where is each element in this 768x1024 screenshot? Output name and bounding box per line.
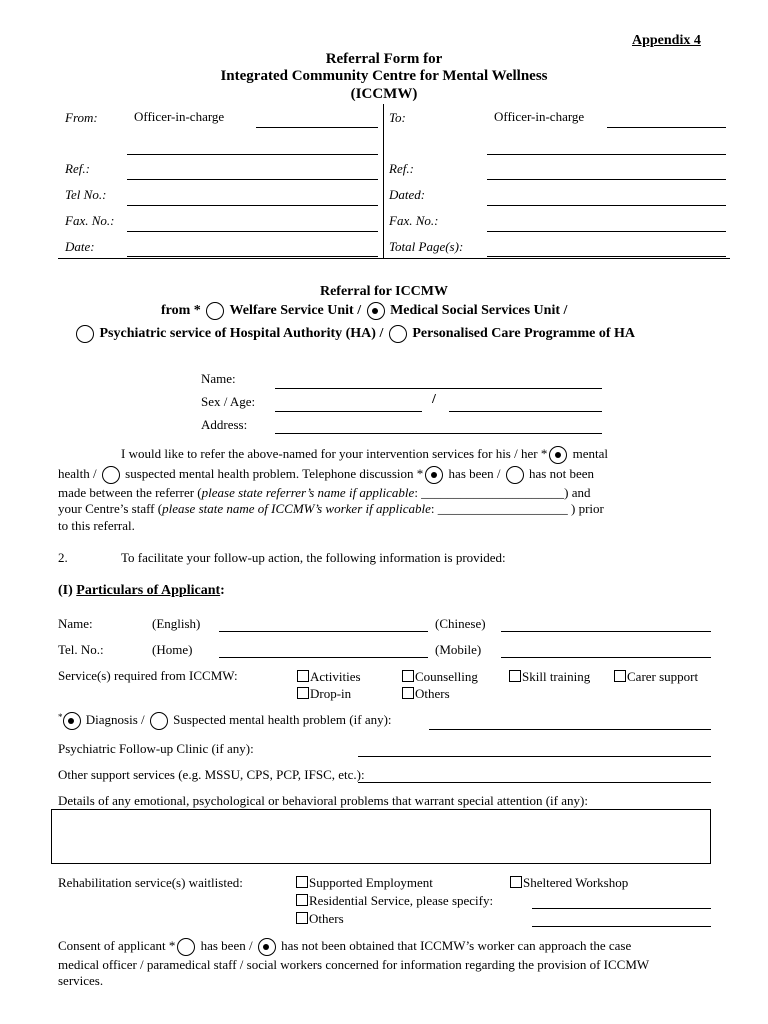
sheltered-checkbox[interactable] — [510, 876, 522, 888]
letter-health: health / — [58, 466, 97, 481]
letter-staff-c[interactable]: : ____________________ ) prior — [430, 501, 604, 516]
letter-referrer-b: please state referrer’s name if applicable — [201, 485, 415, 500]
dated-field[interactable] — [487, 205, 726, 206]
dropin-checkbox[interactable] — [297, 687, 309, 699]
pcp-label: Personalised Care Programme of HA — [412, 326, 635, 342]
mobile-tel-field[interactable] — [501, 657, 711, 658]
routing-divider — [383, 104, 384, 258]
fax-label-right: Fax. No.: — [389, 213, 439, 228]
other-support-field[interactable] — [358, 782, 711, 783]
sheltered-label: Sheltered Workshop — [523, 875, 629, 890]
skill-label: Skill training — [522, 669, 591, 684]
consent-text-a: Consent of applicant * — [58, 938, 176, 953]
date-field[interactable] — [127, 256, 378, 257]
supported-checkbox[interactable] — [296, 876, 308, 888]
appendix-label: Appendix 4 — [632, 33, 701, 48]
form-title-line3: (ICCMW) — [350, 86, 418, 102]
medical-radio[interactable] — [367, 302, 385, 320]
letter-line-1 — [121, 446, 608, 464]
address-field[interactable] — [275, 433, 602, 434]
ref-label-right: Ref.: — [389, 161, 414, 176]
clinic-label: Psychiatric Follow-up Clinic (if any): — [58, 741, 254, 756]
from-blank[interactable] — [256, 127, 378, 128]
rehab-others-field[interactable] — [532, 926, 711, 927]
letter-staff-a: your Centre’s staff ( — [58, 501, 163, 516]
rehab-label: Rehabilitation service(s) waitlisted: — [58, 875, 243, 890]
letter-line-5: to this referral. — [58, 518, 135, 533]
home-tel-field[interactable] — [219, 657, 428, 658]
referral-from-line — [161, 302, 567, 320]
activities-label: Activities — [310, 669, 361, 684]
rehab-others-label: Others — [309, 911, 344, 926]
referral-from-line-2 — [76, 325, 635, 343]
residential-field[interactable] — [532, 908, 711, 909]
services-label: Service(s) required from ICCMW: — [58, 668, 238, 683]
details-label: Details of any emotional, psychological or behavioral problems that warrant special attention (if any): — [58, 793, 588, 808]
counselling-label: Counselling — [415, 669, 478, 684]
date-label: Date: — [65, 239, 95, 254]
from-blank-2[interactable] — [127, 154, 378, 155]
carer-label: Carer support — [627, 669, 699, 684]
other-support-label: Other support services (e.g. MSSU, CPS, PCP, IFSC, etc.): — [58, 767, 365, 782]
ref-label-left: Ref.: — [65, 161, 90, 176]
applicant-tel-label: Tel. No.: — [58, 642, 104, 657]
letter-line-2 — [58, 466, 708, 484]
pcp-radio[interactable] — [389, 325, 407, 343]
applicant-name-label: Name: — [58, 616, 93, 631]
suspected-problem-label: Suspected mental health problem (if any): — [173, 712, 392, 727]
consent-has-been-radio[interactable] — [177, 938, 195, 956]
psych-radio[interactable] — [76, 325, 94, 343]
diagnosis-radio[interactable] — [63, 712, 81, 730]
tel-label: Tel No.: — [65, 187, 107, 202]
service-counselling[interactable] — [402, 669, 478, 685]
consent-line-1 — [58, 938, 708, 956]
fax-field-left[interactable] — [127, 231, 378, 232]
from-prefix: from * — [161, 303, 201, 319]
letter-line-4 — [58, 501, 604, 517]
letter-suspected: suspected mental health problem. Telephone discussion * — [125, 466, 424, 481]
letter-referrer-a: made between the referrer ( — [58, 485, 202, 500]
particulars-title: Particulars of Applicant — [76, 583, 221, 598]
mental-radio[interactable] — [549, 446, 567, 464]
to-blank-2[interactable] — [487, 154, 726, 155]
medical-label: Medical Social Services Unit / — [390, 303, 568, 319]
tel-field[interactable] — [127, 205, 378, 206]
person-name-label: Name: — [201, 371, 236, 386]
total-pages-label: Total Page(s): — [389, 239, 464, 254]
details-textbox[interactable] — [51, 809, 711, 864]
counselling-checkbox[interactable] — [402, 670, 414, 682]
rehab-sheltered[interactable] — [510, 875, 628, 891]
service-dropin[interactable] — [297, 686, 351, 702]
sexage-label: Sex / Age: — [201, 394, 256, 409]
psych-label: Psychiatric service of Hospital Authority (HA) / — [99, 326, 384, 342]
letter-mental: mental — [572, 446, 608, 461]
clinic-field[interactable] — [358, 756, 711, 757]
to-value: Officer-in-charge — [494, 109, 585, 124]
letter-line-3 — [58, 485, 591, 501]
to-label: To: — [389, 110, 406, 125]
diagnosis-field[interactable] — [429, 729, 711, 730]
consent-line-3: services. — [58, 973, 104, 988]
rehab-others-checkbox[interactable] — [296, 912, 308, 924]
activities-checkbox[interactable] — [297, 670, 309, 682]
letter-text-1: I would like to refer the above-named for your intervention services for his / her * — [121, 446, 548, 461]
chinese-label: (Chinese) — [435, 616, 486, 631]
welfare-label: Welfare Service Unit / — [229, 303, 362, 319]
rehab-others[interactable] — [296, 911, 344, 927]
letter-has-been: has been / — [448, 466, 501, 481]
sexage-slash: / — [432, 392, 436, 407]
routing-bottom-rule — [58, 258, 730, 259]
consent-has-not-radio[interactable] — [258, 938, 276, 956]
carer-checkbox[interactable] — [614, 670, 626, 682]
discussion-has-been-radio[interactable] — [425, 466, 443, 484]
chinese-name-field[interactable] — [501, 631, 711, 632]
suspected-problem-radio[interactable] — [150, 712, 168, 730]
from-label: From: — [65, 110, 98, 125]
to-blank[interactable] — [607, 127, 726, 128]
service-others[interactable] — [402, 686, 450, 702]
discussion-has-not-radio[interactable] — [506, 466, 524, 484]
form-title-line2: Integrated Community Centre for Mental Wellness — [220, 68, 548, 84]
consent-line-2: medical officer / paramedical staff / social workers concerned for information regarding the provision of ICCMW — [58, 957, 650, 972]
diagnosis-label: Diagnosis / — [85, 712, 145, 727]
service-skill[interactable] — [509, 669, 590, 685]
rehab-supported[interactable] — [296, 875, 433, 891]
section2-number: 2. — [58, 550, 68, 565]
ref-field-right[interactable] — [487, 179, 726, 180]
residential-checkbox[interactable] — [296, 894, 308, 906]
consent-text-b: has been / — [200, 938, 253, 953]
dropin-label: Drop-in — [310, 686, 352, 701]
suspected-radio[interactable] — [102, 466, 120, 484]
address-label: Address: — [201, 417, 248, 432]
particulars-heading — [58, 583, 225, 599]
fax-field-right[interactable] — [487, 231, 726, 232]
english-name-field[interactable] — [219, 631, 428, 632]
fax-label-left: Fax. No.: — [65, 213, 115, 228]
person-name-field[interactable] — [275, 388, 602, 389]
letter-staff-b: please state name of ICCMW’s worker if applicable — [162, 501, 431, 516]
mobile-label: (Mobile) — [435, 642, 482, 657]
form-title: Referral Form for — [325, 51, 443, 67]
particulars-colon: : — [220, 583, 225, 598]
letter-has-not-been: has not been — [529, 466, 595, 481]
english-label: (English) — [152, 616, 201, 631]
from-value: Officer-in-charge — [134, 109, 225, 124]
residential-label: Residential Service, please specify: — [309, 893, 494, 908]
letter-referrer-c[interactable]: : ______________________) and — [414, 485, 591, 500]
others-checkbox[interactable] — [402, 687, 414, 699]
service-activities[interactable] — [297, 669, 361, 685]
consent-text-c: has not been obtained that ICCMW’s worker can approach the case — [281, 938, 632, 953]
section2-text: To facilitate your follow-up action, the following information is provided: — [121, 550, 506, 565]
service-carer[interactable] — [614, 669, 698, 685]
age-field[interactable] — [449, 411, 602, 412]
skill-checkbox[interactable] — [509, 670, 521, 682]
welfare-radio[interactable] — [206, 302, 224, 320]
total-pages-field[interactable] — [487, 256, 726, 257]
dated-label: Dated: — [389, 187, 426, 202]
diagnosis-line: * Diagnosis / Suspected mental health problem (if any): — [58, 712, 392, 730]
sex-field[interactable] — [275, 411, 422, 412]
others-label: Others — [415, 686, 450, 701]
particulars-prefix: (I) — [58, 583, 73, 598]
ref-field-left[interactable] — [127, 179, 378, 180]
referral-heading: Referral for ICCMW — [319, 284, 449, 299]
supported-label: Supported Employment — [309, 875, 433, 890]
rehab-residential[interactable] — [296, 893, 493, 909]
home-label: (Home) — [152, 642, 193, 657]
